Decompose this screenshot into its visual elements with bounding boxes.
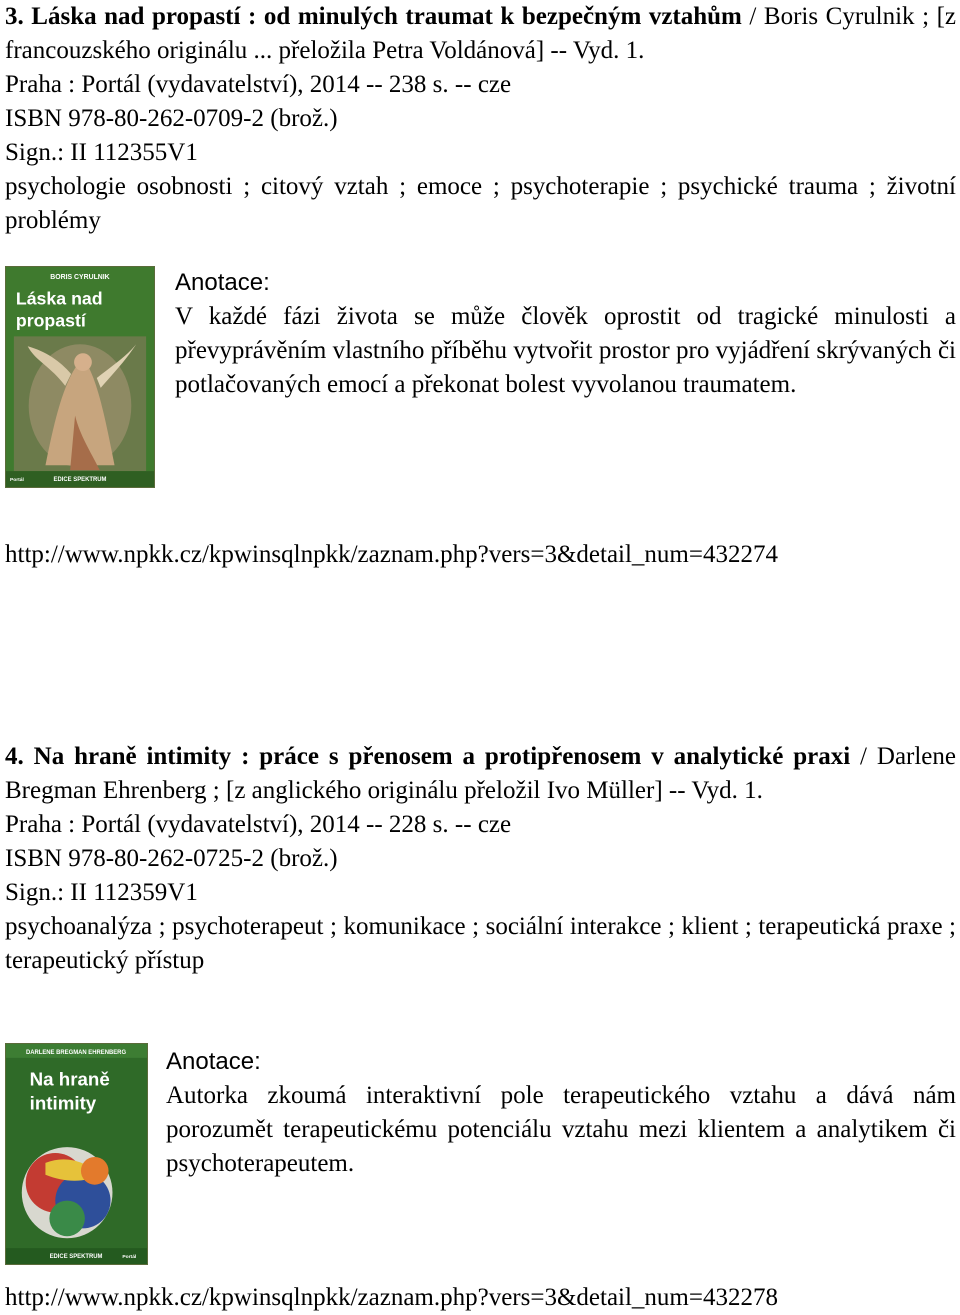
record-3-annotation [175, 266, 956, 402]
record-isbn: ISBN 978-80-262-0725-2 (brož.) [5, 845, 338, 872]
record-4-annotation [166, 1045, 956, 1181]
cover-author: BORIS CYRULNIK [50, 273, 110, 281]
cover-title-line2: propastí [15, 310, 86, 331]
annotation-text: V každé fázi života se může člověk oprostit od tragické minulosti a převyprávěním vlastního příběhu vytvořit prostor pro vyjádření skrývaných či potlačovaných emocí a překonat bolest vyvolanou traumatem. [175, 303, 956, 398]
cover-series: EDICE SPEKTRUM [53, 477, 107, 484]
cover-publisher: Portál [9, 478, 24, 484]
record-subjects: psychologie osobnosti ; citový vztah ; emoce ; psychoterapie ; psychické trauma ; životní problémy [5, 173, 956, 234]
record-subjects: psychoanalýza ; psychoterapeut ; komunikace ; sociální interakce ; klient ; terapeutická praxe ; terapeutický přístup [5, 913, 956, 974]
cover-title-line1: Láska nad [15, 288, 103, 309]
annotation-label: Anotace: [166, 1048, 261, 1075]
cover-publisher: Portál [122, 1255, 137, 1261]
record-title: Láska nad propastí : od minulých traumat k bezpečným vztahům [31, 3, 742, 30]
record-signature: Sign.: II 112355V1 [5, 139, 198, 166]
record-publication: Praha : Portál (vydavatelství), 2014 -- 238 s. -- cze [5, 71, 512, 98]
annotation-label: Anotace: [175, 269, 270, 296]
record-isbn: ISBN 978-80-262-0709-2 (brož.) [5, 105, 338, 132]
record-responsibility: / Boris Cyrulnik ; [z francouzského originálu ... přeložila Petra Voldánová] -- Vyd. 1. [5, 3, 956, 64]
cover-title-line1: Na hraně [29, 1068, 110, 1090]
cover-art [6, 1044, 147, 1264]
record-4-url-link[interactable]: http://www.npkk.cz/kpwinsqlnpkk/zaznam.php?vers=3&detail_num=432278 [5, 1284, 778, 1311]
cover-title-line2: intimity [29, 1092, 97, 1114]
record-3-url-link[interactable]: http://www.npkk.cz/kpwinsqlnpkk/zaznam.php?vers=3&detail_num=432274 [5, 541, 778, 568]
cover-author: DARLENE BREGMAN EHRENBERG [25, 1049, 127, 1056]
record-signature: Sign.: II 112359V1 [5, 879, 198, 906]
annotation-text: Autorka zkoumá interaktivní pole terapeutického vztahu a dává nám porozumět terapeutickému potenciálu vztahu mezi klientem a analytikem či psychoterapeutem. [166, 1082, 956, 1177]
record-title: Na hraně intimity : práce s přenosem a protipřenosem v analytické praxi [33, 743, 851, 770]
book-cover-image [5, 1043, 148, 1265]
cover-art [6, 267, 154, 487]
record-4 [5, 740, 956, 978]
record-number: 3. [5, 3, 24, 30]
record-3-heading [5, 0, 956, 68]
record-4-heading [5, 740, 956, 808]
record-3 [5, 0, 956, 238]
record-responsibility: / Darlene Bregman Ehrenberg ; [z anglického originálu přeložil Ivo Müller] -- Vyd. 1. [5, 743, 956, 804]
book-cover-image [5, 266, 155, 488]
cover-series: EDICE SPEKTRUM [49, 1254, 103, 1261]
record-publication: Praha : Portál (vydavatelství), 2014 -- 228 s. -- cze [5, 811, 512, 838]
record-number: 4. [5, 743, 24, 770]
